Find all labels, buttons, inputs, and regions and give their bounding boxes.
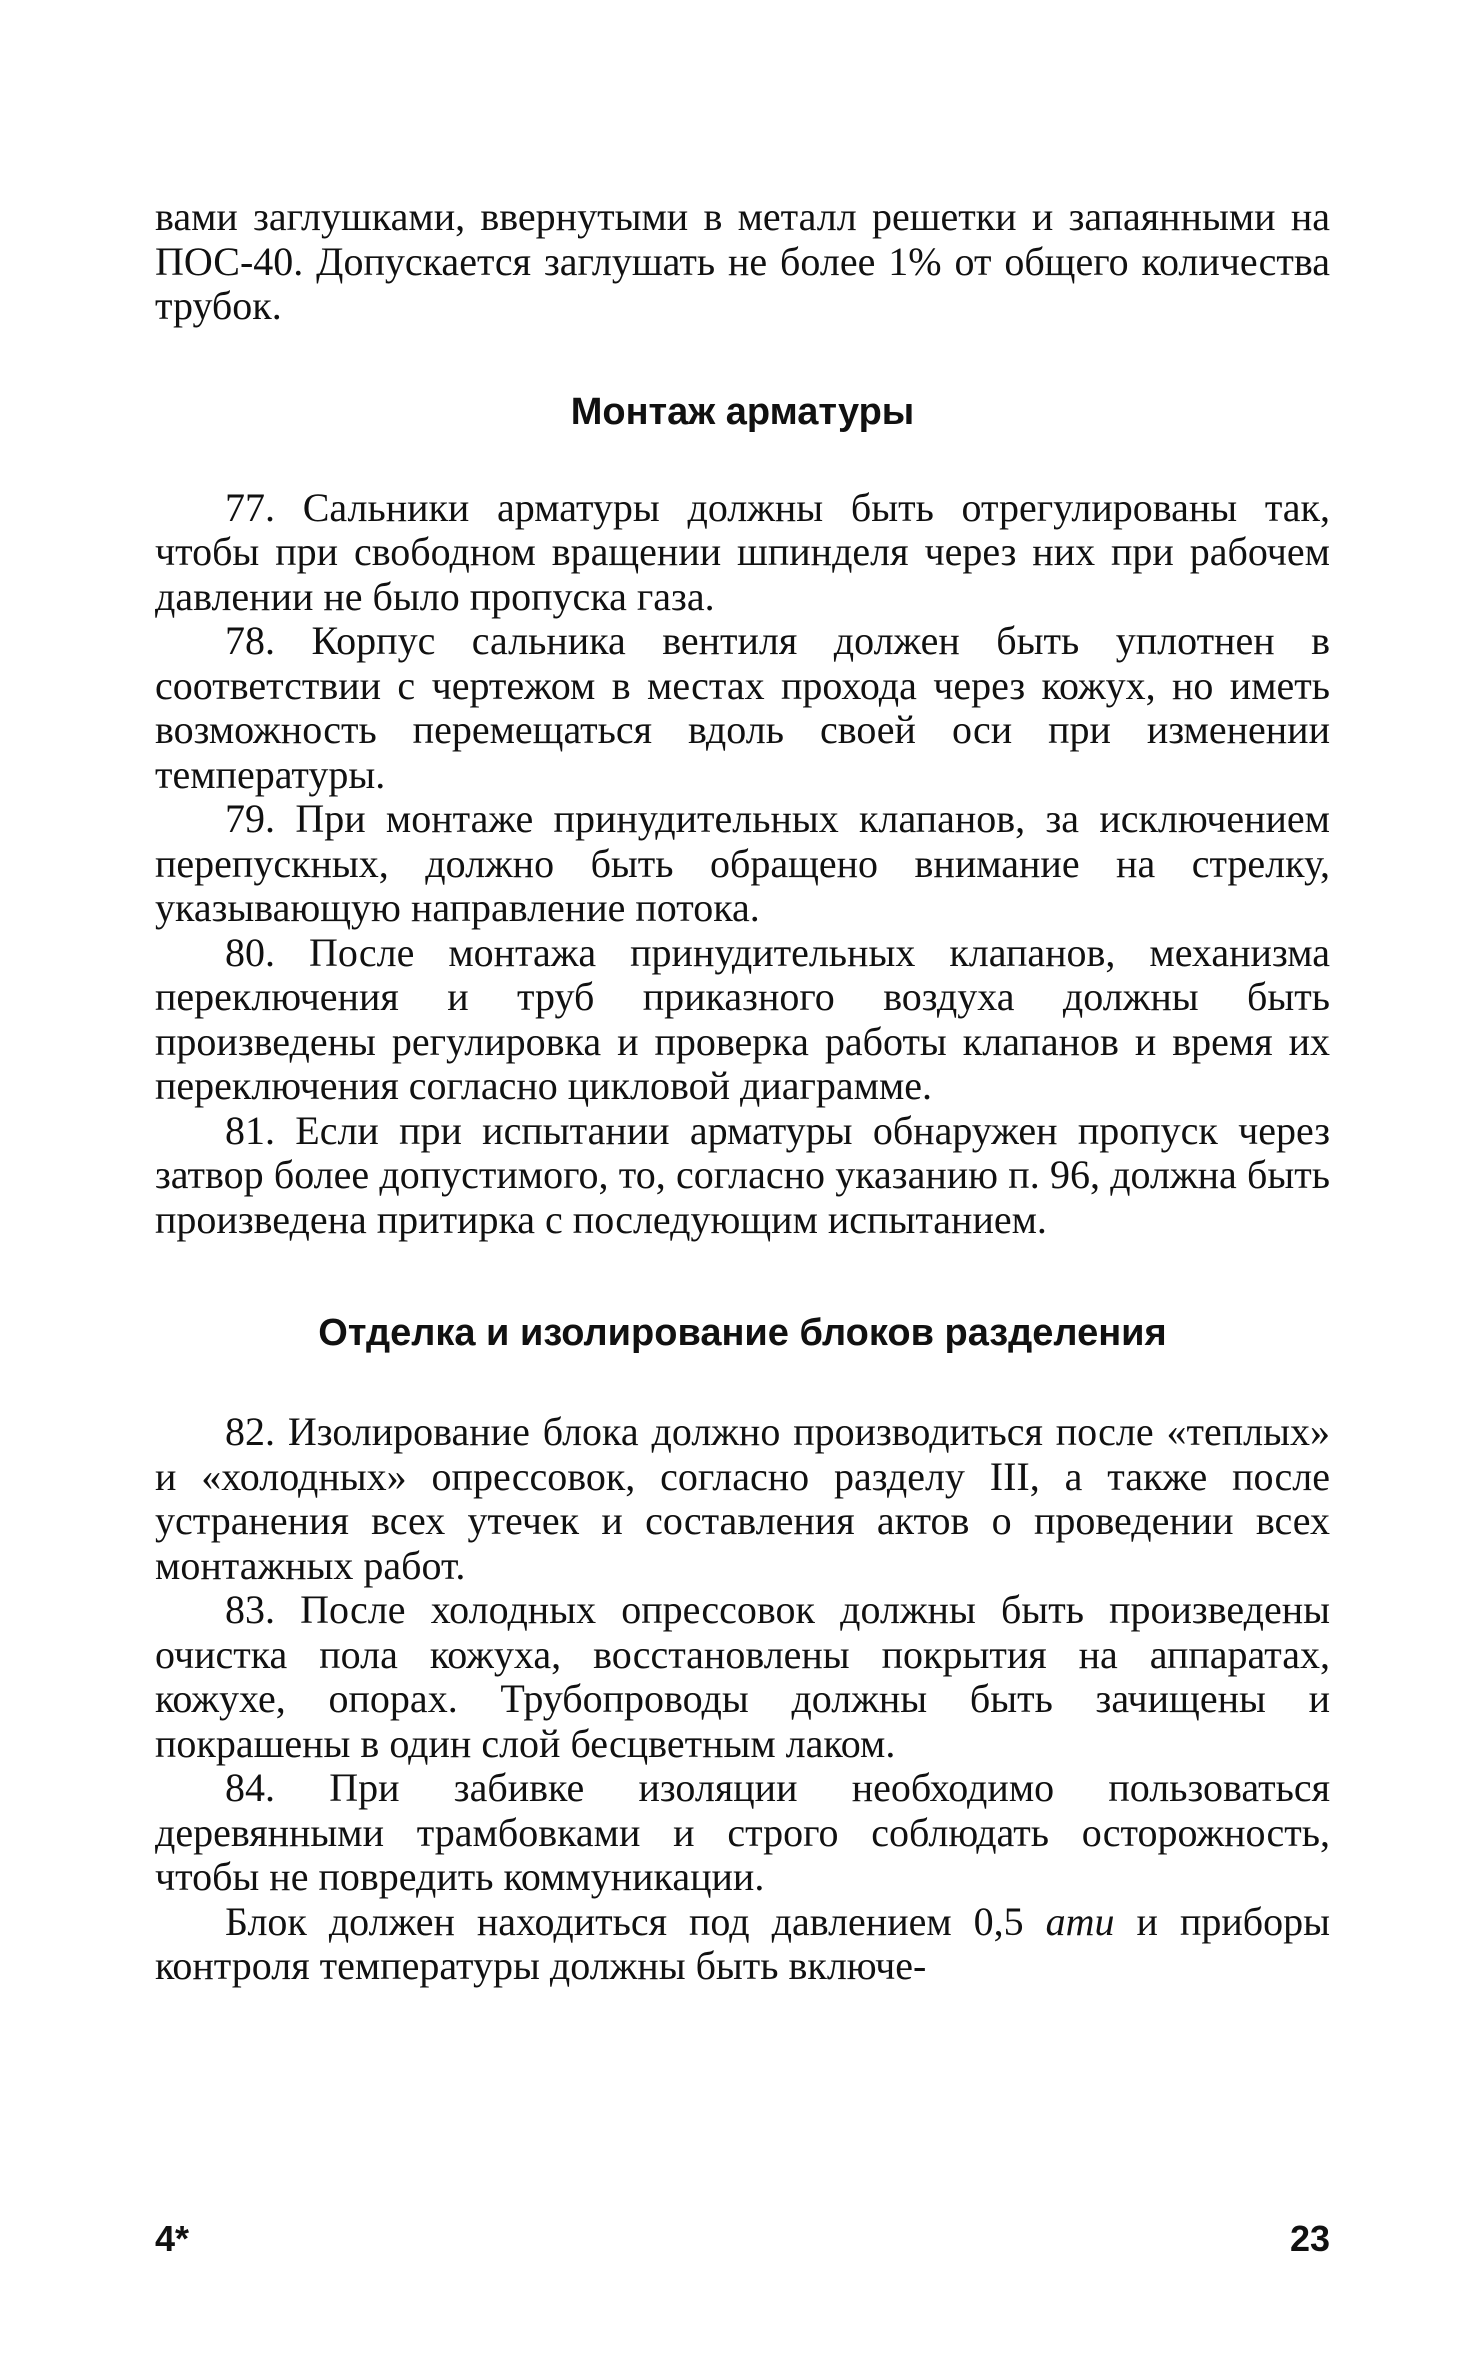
block-pressure-text-end: и приборы контроля температуры должны быть включе- xyxy=(155,1898,1331,1988)
section-heading-insulation: Отделка и изолирование блоков разделения xyxy=(318,1312,1167,1354)
page-body xyxy=(155,195,1330,1989)
paragraph-79: 79. При монтаже принудительных клапанов, за исключением перепускных, должно быть обращено внимание на стрелку, указывающую направление потока. xyxy=(155,796,1330,930)
block-pressure-text-start: Блок должен находиться под давлением 0,5 xyxy=(225,1898,1046,1944)
paragraph-block-pressure xyxy=(155,1900,1330,1989)
paragraph-84: 84. При забивке изоляции необходимо пользоваться деревянными трамбовками и строго соблюдать осторожность, чтобы не повредить коммуникации. xyxy=(155,1765,1330,1899)
section-heading-valves: Монтаж арматуры xyxy=(570,390,915,433)
paragraph-80: 80. После монтажа принудительных клапанов, механизма переключения и труб приказного воздуха должны быть произведены регулировка и проверка работы клапанов и время их переключения согласно цикловой диаграмме. xyxy=(155,929,1330,1108)
paragraph-82: 82. Изолирование блока должно производиться после «теплых» и «холодных» опрессовок, согласно разделу III, а также после устранения всех утечек и составления актов о проведении всех монтажных работ. xyxy=(155,1409,1330,1588)
paragraph-78: 78. Корпус сальника вентиля должен быть уплотнен в соответствии с чертежом в местах прохода через кожух, но иметь возможность перемещаться вдоль своей оси при изменении температуры. xyxy=(155,618,1330,797)
page-number: 23 xyxy=(1289,2218,1330,2259)
paragraph-81: 81. Если при испытании арматуры обнаружен пропуск через затвор более допустимого, то, согласно указанию п. 96, должна быть произведена притирка с последующим испытанием. xyxy=(155,1107,1330,1242)
page-footer xyxy=(155,2218,1330,2260)
intro-paragraph: вами заглушками, ввернутыми в металл решетки и запаянными на ПОС-40. Допускается заглушать не более 1% от общего количества трубок. xyxy=(155,194,1330,328)
signature-mark: 4* xyxy=(155,2218,190,2259)
paragraph-83: 83. После холодных опрессовок должны быть произведены очистка пола кожуха, восстановлены покрытия на аппаратах, кожухе, опорах. Трубопроводы должны быть зачищены и покрашены в один слой бесцветным лаком. xyxy=(155,1587,1330,1766)
paragraph-77: 77. Сальники арматуры должны быть отрегулированы так, чтобы при свободном вращении шпинделя через них при рабочем давлении не было пропуска газа. xyxy=(155,484,1330,619)
pressure-unit: ати xyxy=(1045,1898,1115,1944)
